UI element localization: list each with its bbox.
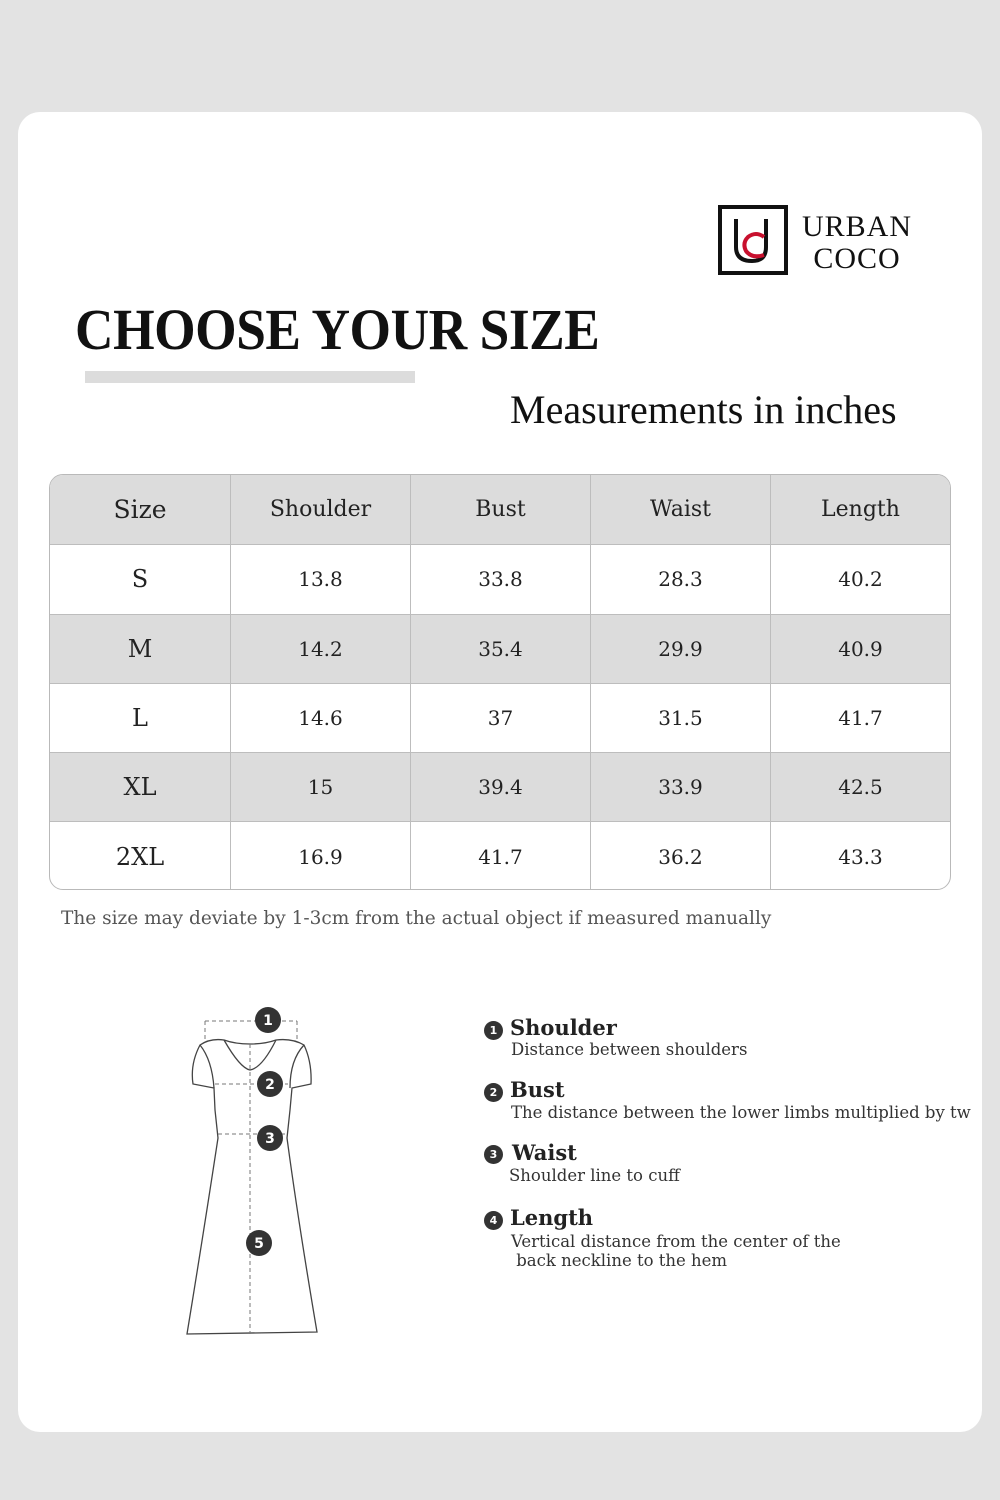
legend-number-icon: 4: [484, 1211, 503, 1230]
brand-line-1: URBAN: [802, 210, 913, 243]
page-title: CHOOSE YOUR SIZE: [75, 297, 600, 362]
table-header-cell: Length: [770, 475, 950, 544]
dress-diagram: [180, 1000, 330, 1345]
table-cell: 29.9: [590, 615, 770, 683]
size-table: [49, 474, 951, 890]
table-row: [50, 683, 950, 752]
marker-label: 1: [263, 1013, 273, 1029]
table-cell: 33.8: [410, 545, 590, 613]
legend-desc: Vertical distance from the center of the: [511, 1232, 841, 1251]
shoulder-measure-line: [205, 1021, 297, 1040]
uc-monogram-icon: [722, 209, 784, 271]
table-cell: 2XL: [115, 842, 165, 871]
table-header-cell: Size: [113, 495, 167, 525]
table-cell: 41.7: [770, 684, 950, 752]
marker-label: 5: [254, 1236, 264, 1252]
brand-name: [802, 212, 912, 274]
table-cell: 36.2: [590, 822, 770, 890]
marker-label: 3: [265, 1131, 275, 1147]
legend-title: Bust: [510, 1077, 565, 1102]
table-cell: 14.6: [230, 684, 410, 752]
table-cell: 39.4: [410, 753, 590, 821]
table-cell: M: [127, 634, 153, 663]
legend-title: Waist: [512, 1140, 577, 1165]
table-row: [50, 821, 950, 890]
marker-label: 2: [265, 1077, 275, 1093]
table-cell: 41.7: [410, 822, 590, 890]
table-header-cell: Waist: [590, 475, 770, 544]
table-header-cell: Shoulder: [230, 475, 410, 544]
legend-desc: The distance between the lower limbs multiplied by tw: [511, 1103, 971, 1122]
brand-line-2: COCO: [813, 242, 901, 275]
legend-desc: Shoulder line to cuff: [509, 1166, 680, 1185]
legend-desc: Distance between shoulders: [511, 1040, 748, 1059]
table-cell: 40.9: [770, 615, 950, 683]
marker-1: [255, 1007, 281, 1033]
table-cell: 43.3: [770, 822, 950, 890]
table-row: [50, 614, 950, 683]
table-cell: L: [132, 704, 148, 733]
brand-logo-mark: [718, 205, 788, 275]
legend-number-icon: 2: [484, 1083, 503, 1102]
table-cell: 15: [230, 753, 410, 821]
table-cell: 14.2: [230, 615, 410, 683]
table-cell: 35.4: [410, 615, 590, 683]
legend-number-icon: 3: [484, 1145, 503, 1164]
table-cell: 40.2: [770, 545, 950, 613]
table-header-row: [50, 475, 950, 544]
table-cell: 13.8: [230, 545, 410, 613]
table-cell: 16.9: [230, 822, 410, 890]
marker-5: [246, 1230, 272, 1256]
title-underline: [85, 371, 415, 383]
table-row: [50, 752, 950, 821]
table-cell: 37: [410, 684, 590, 752]
marker-2: [257, 1071, 283, 1097]
legend-desc: back neckline to the hem: [511, 1251, 728, 1270]
marker-3: [257, 1125, 283, 1151]
table-cell: XL: [123, 773, 157, 802]
table-cell: S: [131, 565, 149, 594]
table-cell: 31.5: [590, 684, 770, 752]
table-row: [50, 544, 950, 613]
table-header-cell: Bust: [410, 475, 590, 544]
legend-title: Shoulder: [510, 1015, 617, 1040]
table-cell: 33.9: [590, 753, 770, 821]
table-cell: 28.3: [590, 545, 770, 613]
units-subtitle: Measurements in inches: [510, 387, 897, 432]
table-cell: 42.5: [770, 753, 950, 821]
measurement-note: The size may deviate by 1-3cm from the actual object if measured manually: [61, 908, 772, 929]
legend-title: Length: [510, 1205, 594, 1230]
legend-number-icon: 1: [484, 1021, 503, 1040]
